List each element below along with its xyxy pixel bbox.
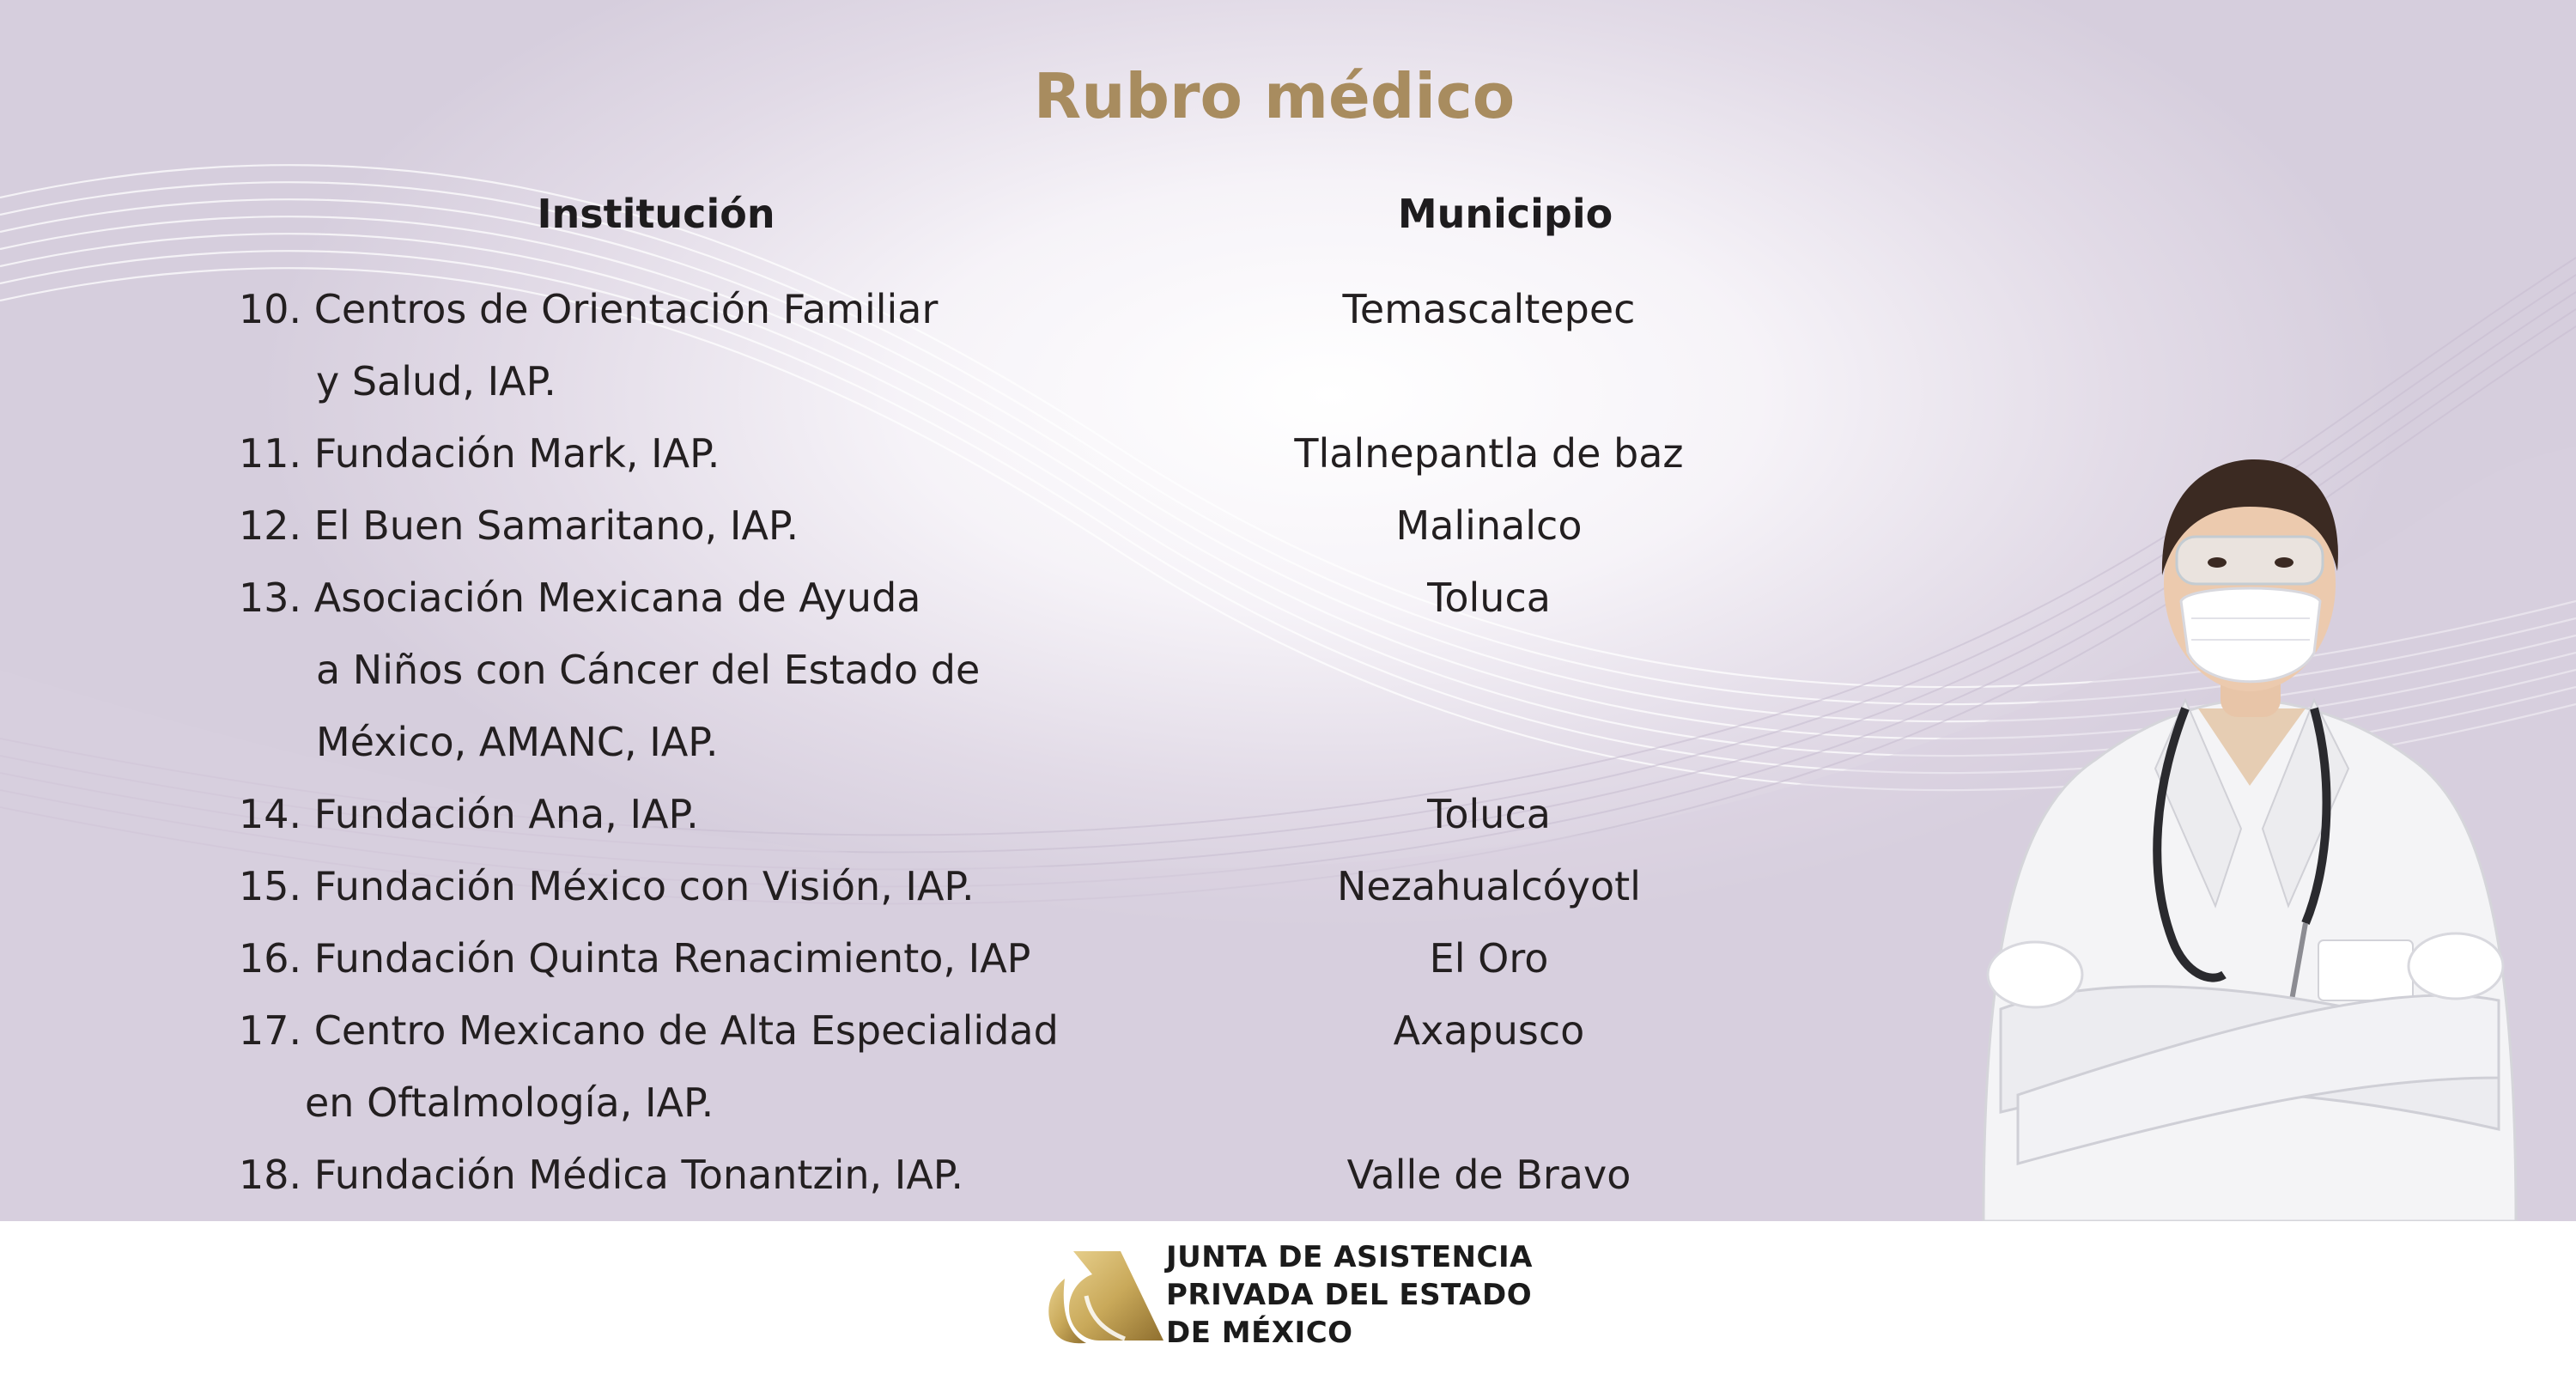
institution-line: 12. El Buen Samaritano, IAP. xyxy=(239,502,799,549)
municipality-item: Malinalco xyxy=(1395,502,1583,549)
institution-line: 11. Fundación Mark, IAP. xyxy=(239,430,720,477)
institution-line: en Oftalmología, IAP. xyxy=(305,1079,714,1126)
organization-name xyxy=(1166,1238,1533,1352)
institution-line: a Niños con Cáncer del Estado de xyxy=(316,647,981,693)
municipality-item: Tlalnepantla de baz xyxy=(1294,430,1684,477)
page-title: Rubro médico xyxy=(1033,60,1516,132)
municipality-item: Temascaltepec xyxy=(1342,286,1636,332)
institution-item xyxy=(239,778,1252,850)
municipality-item: Toluca xyxy=(1427,791,1551,837)
municipality-item: Nezahualcóyotl xyxy=(1337,863,1641,909)
municipality-item: Valle de Bravo xyxy=(1346,1152,1631,1198)
column-header-institution: Institución xyxy=(537,191,775,237)
municipality-item: Toluca xyxy=(1427,575,1551,621)
institution-line: 14. Fundación Ana, IAP. xyxy=(239,791,699,837)
institution-item xyxy=(239,562,1252,778)
institution-line: 10. Centros de Orientación Familiar xyxy=(239,286,939,332)
municipality-item: Axapusco xyxy=(1393,1007,1585,1054)
institution-line: y Salud, IAP. xyxy=(316,358,556,404)
institution-line: 13. Asociación Mexicana de Ayuda xyxy=(239,575,921,621)
jap-logo-icon xyxy=(1039,1244,1168,1347)
institution-line: México, AMANC, IAP. xyxy=(316,719,719,765)
municipality-item: El Oro xyxy=(1429,935,1549,982)
organization-name-line: PRIVADA DEL ESTADO xyxy=(1166,1278,1533,1312)
institution-line: 16. Fundación Quinta Renacimiento, IAP xyxy=(239,935,1031,982)
doctor-photo xyxy=(1966,425,2524,1221)
institution-item xyxy=(239,417,1252,489)
institution-line: 18. Fundación Médica Tonantzin, IAP. xyxy=(239,1152,963,1198)
institution-line: 15. Fundación México con Visión, IAP. xyxy=(239,863,975,909)
institution-line: 17. Centro Mexicano de Alta Especialidad xyxy=(239,1007,1059,1054)
institution-item xyxy=(239,273,1252,417)
footer xyxy=(0,1221,2576,1374)
column-header-municipality: Municipio xyxy=(1397,191,1613,237)
institution-item xyxy=(239,850,1252,922)
institution-item xyxy=(239,1139,1252,1211)
institution-item xyxy=(239,994,1252,1139)
organization-name-line: DE MÉXICO xyxy=(1166,1316,1353,1350)
institution-item xyxy=(239,489,1252,562)
institution-item xyxy=(239,922,1252,994)
organization-name-line: JUNTA DE ASISTENCIA xyxy=(1166,1240,1533,1274)
